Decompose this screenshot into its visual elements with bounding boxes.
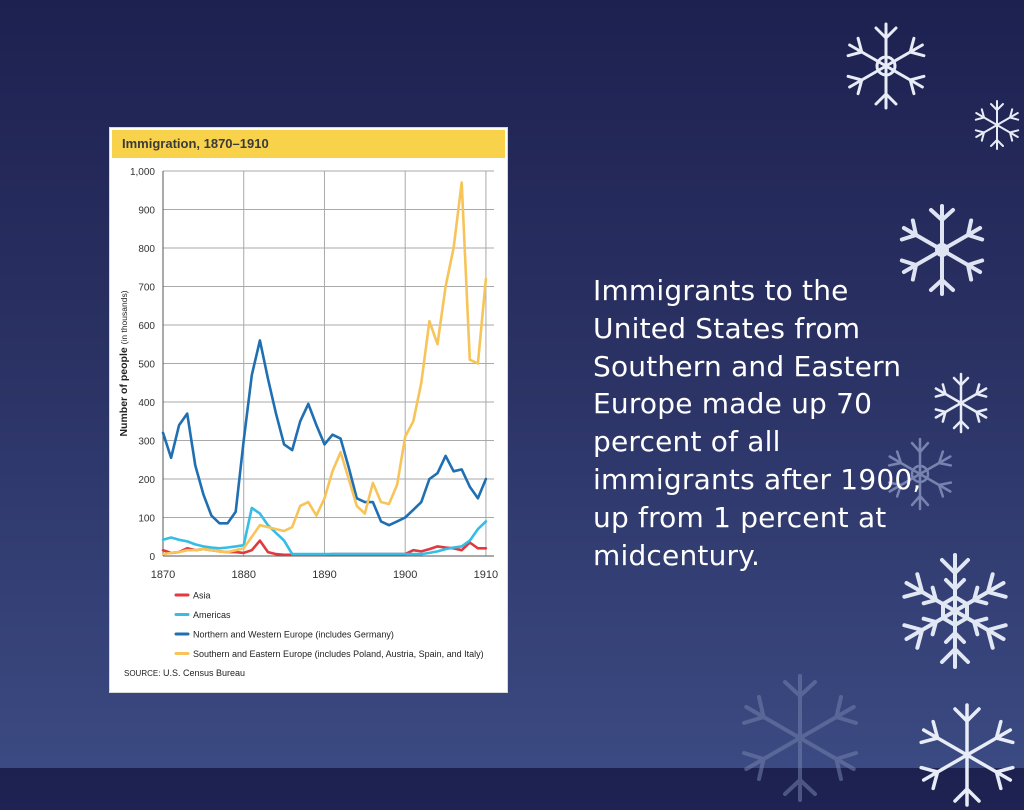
data-point [477, 528, 478, 529]
data-point [259, 340, 260, 341]
data-point [316, 515, 317, 516]
data-point [195, 465, 196, 466]
data-point [421, 382, 422, 383]
data-point [356, 498, 357, 499]
data-point [162, 432, 163, 433]
data-point [179, 425, 180, 426]
data-point [421, 553, 422, 554]
data-point [300, 505, 301, 506]
data-point [429, 552, 430, 553]
data-point [316, 553, 317, 554]
data-point [397, 484, 398, 485]
data-point [437, 546, 438, 547]
data-point [235, 546, 236, 547]
data-point [421, 551, 422, 552]
data-point [364, 513, 365, 514]
x-tick-label: 1900 [392, 569, 418, 581]
data-point [332, 553, 333, 554]
data-point [388, 553, 389, 554]
data-point [267, 552, 268, 553]
legend-label: Americas [193, 610, 231, 620]
y-tick-label: 600 [138, 321, 155, 332]
data-point [187, 548, 188, 549]
data-point [405, 517, 406, 518]
y-tick-label: 800 [138, 244, 155, 255]
data-point [405, 436, 406, 437]
data-point [211, 547, 212, 548]
snowflake-icon [838, 18, 934, 114]
data-point [251, 374, 252, 375]
data-point [413, 553, 414, 554]
data-point [445, 548, 446, 549]
data-point [461, 550, 462, 551]
y-tick-label: 0 [149, 552, 155, 563]
data-point [308, 403, 309, 404]
data-point [308, 553, 309, 554]
data-point [292, 553, 293, 554]
data-point [332, 434, 333, 435]
data-point [170, 457, 171, 458]
snowflake-icon [970, 98, 1024, 152]
data-point [477, 548, 478, 549]
data-point [267, 378, 268, 379]
y-tick-label: 500 [138, 359, 155, 371]
x-tick-label: 1870 [150, 569, 176, 581]
y-tick-label: 700 [138, 282, 155, 294]
x-tick-label: 1880 [231, 569, 256, 581]
data-point [356, 553, 357, 554]
x-tick-label: 1910 [473, 569, 499, 581]
y-tick-label: 200 [138, 475, 155, 486]
data-point [227, 552, 228, 553]
data-point [170, 537, 171, 538]
data-point [348, 467, 349, 468]
snowflake-icon [912, 700, 1022, 810]
data-point [227, 523, 228, 524]
data-point [413, 550, 414, 551]
data-point [324, 553, 325, 554]
data-point [413, 509, 414, 510]
data-point [477, 498, 478, 499]
data-point [461, 182, 462, 183]
data-point [453, 471, 454, 472]
y-tick-label: 400 [138, 398, 155, 409]
data-point [437, 473, 438, 474]
data-point [283, 444, 284, 445]
data-point [485, 521, 486, 522]
y-tick-label: 900 [138, 205, 155, 217]
data-point [259, 525, 260, 526]
data-point [275, 413, 276, 414]
data-point [195, 544, 196, 545]
data-point [469, 486, 470, 487]
x-tick-label: 1890 [312, 569, 337, 581]
data-point [300, 421, 301, 422]
data-point [162, 550, 163, 551]
data-point [251, 507, 252, 508]
data-point [187, 413, 188, 414]
y-tick-label: 1,000 [129, 167, 155, 178]
data-point [388, 525, 389, 526]
data-point [356, 505, 357, 506]
data-point [162, 553, 163, 554]
data-point [316, 425, 317, 426]
data-point [372, 502, 373, 503]
data-point [203, 548, 204, 549]
data-point [292, 527, 293, 528]
data-point [485, 278, 486, 279]
data-point [437, 344, 438, 345]
legend-label: Northern and Western Europe (includes Germany) [193, 629, 394, 640]
data-point [332, 471, 333, 472]
data-point [477, 363, 478, 364]
data-point [187, 541, 188, 542]
data-point [364, 502, 365, 503]
data-point [469, 359, 470, 360]
data-point [397, 553, 398, 554]
source-label: SOURCE: [124, 669, 161, 678]
data-point [275, 528, 276, 529]
data-point [170, 552, 171, 553]
data-point [187, 550, 188, 551]
data-point [445, 286, 446, 287]
legend-label: Southern and Eastern Europe (includes Poland, Austria, Spain, and Italy) [193, 649, 484, 659]
data-point [340, 451, 341, 452]
data-point [437, 551, 438, 552]
data-point [372, 553, 373, 554]
data-point [267, 527, 268, 528]
y-tick-label: 300 [138, 436, 155, 448]
slide-caption: Immigrants to the United States from Southern and Eastern Europe made up 70 percent of all immigrants after 1900, up from 1 percent at midcentury. [593, 274, 922, 572]
chart-title: Immigration, 1870–1910 [122, 136, 269, 151]
data-point [429, 478, 430, 479]
data-point [243, 440, 244, 441]
data-point [227, 547, 228, 548]
data-point [348, 478, 349, 479]
data-point [251, 536, 252, 537]
data-point [461, 546, 462, 547]
data-point [275, 553, 276, 554]
data-point [259, 513, 260, 514]
data-point [203, 546, 204, 547]
data-point [485, 478, 486, 479]
data-point [219, 551, 220, 552]
data-point [453, 547, 454, 548]
data-point [445, 455, 446, 456]
data-point [179, 539, 180, 540]
data-point [413, 421, 414, 422]
legend-label: Asia [193, 590, 211, 601]
data-point [219, 523, 220, 524]
data-point [292, 450, 293, 451]
data-point [485, 548, 486, 549]
snowflake-icon [730, 668, 870, 808]
data-point [267, 525, 268, 526]
data-point [405, 553, 406, 554]
data-point [162, 539, 163, 540]
data-point [453, 247, 454, 248]
data-point [243, 548, 244, 549]
data-point [380, 502, 381, 503]
data-point [461, 469, 462, 470]
data-point [380, 553, 381, 554]
snowflake-icon [928, 370, 994, 436]
y-axis-label [118, 290, 130, 436]
data-point [211, 550, 212, 551]
data-point [324, 498, 325, 499]
chart-card [110, 128, 507, 692]
data-point [469, 540, 470, 541]
data-point [235, 552, 236, 553]
source-text: U.S. Census Bureau [163, 668, 246, 678]
y-axis-label-main: Number of people [118, 344, 130, 437]
data-point [219, 548, 220, 549]
data-point [283, 530, 284, 531]
y-tick-label: 100 [138, 513, 155, 525]
immigration-line-chart [110, 128, 507, 692]
data-point [235, 511, 236, 512]
data-point [235, 550, 236, 551]
data-point [275, 532, 276, 533]
data-point [429, 321, 430, 322]
data-point [397, 521, 398, 522]
data-point [300, 553, 301, 554]
data-point [195, 550, 196, 551]
data-point [259, 540, 260, 541]
data-point [388, 503, 389, 504]
y-axis-label-unit: (in thousands) [119, 290, 129, 345]
data-point [372, 482, 373, 483]
data-point [308, 502, 309, 503]
data-point [283, 540, 284, 541]
data-point [324, 444, 325, 445]
data-point [340, 438, 341, 439]
data-point [283, 554, 284, 555]
data-point [364, 553, 365, 554]
data-point [179, 552, 180, 553]
data-point [348, 553, 349, 554]
data-point [243, 552, 244, 553]
data-point [251, 550, 252, 551]
data-point [203, 494, 204, 495]
data-point [421, 502, 422, 503]
data-point [380, 521, 381, 522]
data-point [340, 553, 341, 554]
data-point [429, 548, 430, 549]
data-point [211, 515, 212, 516]
